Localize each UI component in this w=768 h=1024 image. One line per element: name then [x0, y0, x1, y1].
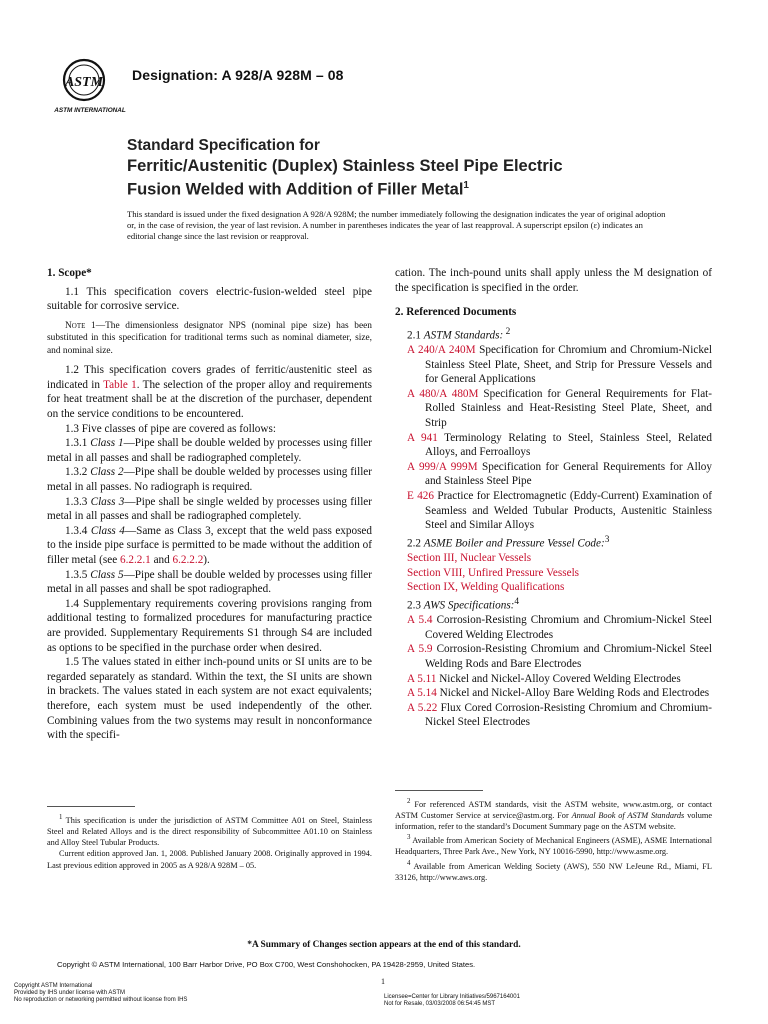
reference-link[interactable]: A 5.9 — [407, 643, 433, 656]
reference-title: Specification for Chromium and Chromium-Nickel Stainless Steel Plate, Sheet, and Strip for Pressure Vessels and for General Applications — [425, 344, 712, 386]
para-1-4: 1.4 Supplementary requirements covering provisions ranging from additional testing to formalized procedures for manufacturing practice are provided. Supplementary Requirements S1 through S4 are included as options to be specified in the purchase order when desired. — [47, 597, 372, 654]
reference-link[interactable]: A 5.4 — [407, 614, 433, 627]
document-title — [127, 136, 687, 200]
reference-item — [407, 431, 712, 460]
copyright-line: Copyright © ASTM International, 100 Barr Harbor Drive, PO Box C700, West Conshohocken, PA 19428-2959, United States. — [57, 960, 476, 969]
left-column — [47, 266, 372, 743]
reference-title: Specification for General Requirements for Flat-Rolled Stainless and Heat-Resisting Steel Plate, Sheet, and Strip — [425, 387, 712, 430]
link-6-2-2-1[interactable]: 6.2.2.1 — [120, 554, 151, 566]
reference-link[interactable]: A 480/A 480M — [407, 387, 479, 400]
aws-reference-list — [395, 613, 712, 730]
title-line-3: Fusion Welded with Addition of Filler Metal$^1$ — [127, 180, 469, 199]
para-1-5: 1.5 The values stated in either inch-pound units or SI units are to be regarded separately as standard. Within the text, the SI units are shown in brackets. The values stated in each system are not exact equivalents; therefore, each system must be used independently of the other. Combining values from the two systems may result in nonconformance with the specifi- — [47, 656, 372, 742]
para-class-1: 1.3.1 Class 1—Pipe shall be double welded by processes using filler metal in all passes and shall be radiographed completely. — [47, 437, 372, 464]
summary-of-changes-note: *A Summary of Changes section appears at the end of this standard. — [247, 940, 521, 950]
reference-link[interactable]: Section VIII, Unfired Pressure Vessels — [407, 566, 580, 579]
reference-link[interactable]: A 941 — [407, 431, 438, 444]
footnotes-left — [47, 812, 372, 871]
footnote-rule-left — [47, 806, 135, 807]
asme-code-label: 2.2 ASME Boiler and Pressure Vessel Code:$^3$ — [407, 534, 610, 550]
footnotes-right — [395, 796, 712, 883]
astm-standards-label: 2.1 ASTM Standards: $^2$ — [407, 326, 511, 342]
title-line-2: Ferritic/Austenitic (Duplex) Stainless Steel Pipe Electric — [127, 157, 563, 175]
reference-item — [407, 672, 712, 687]
reference-title: Practice for Electromagnetic (Eddy-Current) Examination of Seamless and Welded Tubular Products, Austenitic Stainless Steel and Similar Alloys — [425, 490, 712, 532]
para-class-4: 1.3.4 Class 4—Same as Class 3, except that the weld pass exposed to the inside pipe surface is permitted to be made without the addition of filler metal (see 6.2.2.1 and 6.2.2.2). — [47, 524, 372, 566]
asme-reference-list — [395, 551, 712, 595]
reference-title: Nickel and Nickel-Alloy Covered Welding Electrodes — [436, 672, 681, 685]
para-class-2: 1.3.2 Class 2—Pipe shall be double welded by processes using filler metal in all passes. No radiograph is required. — [47, 466, 372, 494]
reference-item — [407, 460, 712, 489]
note-1: Note 1—The dimensionless designator NPS (nominal pipe size) has been substituted in this specification for traditional terms such as nominal diameter, size, and nominal size. — [47, 320, 372, 356]
reference-title: Specification for General Requirements for Alloy and Stainless Steel Pipe — [425, 460, 712, 488]
reference-item — [407, 566, 712, 581]
reference-link[interactable]: A 5.11 — [407, 672, 437, 685]
reference-link[interactable]: A 5.14 — [407, 687, 437, 700]
scope-heading: 1. Scope* — [47, 267, 92, 279]
astm-logo — [54, 56, 126, 116]
reference-item — [407, 489, 712, 533]
para-1-2: 1.2 This specification covers grades of ferritic/austenitic steel as indicated in Table 1. The selection of the proper alloy and requirements for heat treatment shall be at the discretion of the purchaser, dependent on the service conditions to be encountered. — [47, 364, 373, 421]
link-6-2-2-2[interactable]: 6.2.2.2 — [172, 554, 204, 566]
reference-link[interactable]: E 426 — [407, 490, 434, 503]
title-line-1: Standard Specification for — [127, 137, 320, 154]
aws-specs-label: 2.3 AWS Specifications:$^4$ — [407, 596, 520, 612]
astm-reference-list — [395, 343, 712, 533]
reference-item — [407, 613, 712, 642]
license-info-right: Licensee=Center for Library Initiatives/5967164001 Not for Resale, 03/03/2008 06:54:45 MST — [384, 994, 520, 1007]
footnote-1: $^1$ This specification is under the jurisdiction of ASTM Committee A01 on Steel, Stainless Steel and Related Alloys and is the direct responsibility of Subcommittee A01.10 on Stainless and Alloy Steel Tubular Products. — [47, 814, 372, 848]
reference-title: Corrosion-Resisting Chromium and Chromium-Nickel Steel Covered Welding Electrodes — [425, 614, 712, 641]
footnote-rule-right — [395, 790, 483, 791]
reference-title: Terminology Relating to Steel, Stainless Steel, Related Alloys, and Ferroalloys — [425, 431, 712, 459]
reference-item — [407, 387, 712, 431]
right-column — [395, 266, 712, 730]
para-continuation: cation. The inch-pound units shall apply unless the M designation of the specification is specified in the order. — [395, 267, 712, 294]
logo-text: ASTM INTERNATIONAL — [54, 107, 126, 114]
reference-title: Nickel and Nickel-Alloy Bare Welding Rods and Electrodes — [436, 687, 710, 700]
footnote-4: $^4$ Available from American Welding Society (AWS), 550 NW LeJeune Rd., Miami, FL 33126, http://www.aws.org. — [395, 859, 712, 882]
para-class-5: 1.3.5 Class 5—Pipe shall be double welded by processes using filler metal in all passes and shall be spot radiographed. — [47, 568, 372, 596]
reference-title: Flux Cored Corrosion-Resisting Chromium and Chromium-Nickel Steel Electrodes — [425, 701, 712, 729]
page-number: 1 — [381, 977, 385, 986]
footnote-3: $^3$ Available from American Society of Mechanical Engineers (ASME), ASME International Headquarters, Three Park Ave., New York, NY 10016-5990, http://www.asme.org. — [395, 834, 712, 857]
reference-item — [407, 551, 712, 566]
para-1-3: 1.3 Five classes of pipe are covered as follows: — [65, 422, 276, 435]
reference-link[interactable]: Section IX, Welding Qualifications — [407, 581, 565, 594]
table-1-link[interactable]: Table 1 — [103, 378, 137, 391]
para-1-1: 1.1 This specification covers electric-fusion-welded steel pipe suitable for corrosive service. — [47, 285, 372, 313]
referenced-docs-heading: 2. Referenced Documents — [395, 306, 517, 319]
reference-link[interactable]: A 999/A 999M — [407, 460, 478, 473]
title-footnote-mark: 1 — [463, 180, 469, 191]
reference-item — [407, 701, 712, 730]
footnote-2: $^2$ For referenced ASTM standards, visit the ASTM website, www.astm.org, or contact ASTM Customer Service at service@astm.org. For Annual Book of ASTM Standards volume information, refer to the standard’s Document Summary page on the ASTM website. — [395, 798, 713, 832]
reference-item — [407, 686, 712, 701]
designation: Designation: A 928/A 928M – 08 — [132, 67, 344, 83]
reference-link[interactable]: Section III, Nuclear Vessels — [407, 552, 532, 565]
license-info-left: Copyright ASTM International Provided by IHS under license with ASTM No reproduction or networking permitted without license from IHS — [14, 983, 188, 1003]
svg-text:ASTM: ASTM — [64, 75, 104, 90]
reference-link[interactable]: A 5.22 — [407, 701, 438, 714]
reference-title: Corrosion-Resisting Chromium and Chromium-Nickel Steel Welding Rods and Bare Electrodes — [425, 643, 712, 671]
issued-notice: This standard is issued under the fixed designation A 928/A 928M; the number immediately following the designation indicates the year of original adoption or, in the case of revision, the year of last revision. A number in parentheses indicates the year of last reapproval. A superscript epsilon (ε) indicates an editorial change since the last revision or reapproval. — [127, 209, 666, 242]
reference-link[interactable]: A 240/A 240M — [407, 344, 476, 357]
reference-item — [407, 580, 712, 595]
reference-item — [407, 343, 712, 387]
footnote-1-approval: Current edition approved Jan. 1, 2008. Published January 2008. Originally approved in 1994. Last previous edition approved in 2005 as A 928/A 928M – 05. — [47, 849, 372, 870]
reference-item — [407, 642, 712, 671]
para-class-3: 1.3.3 Class 3—Pipe shall be single welded by processes using filler metal in all passes and shall be radiographed completely. — [47, 495, 373, 523]
